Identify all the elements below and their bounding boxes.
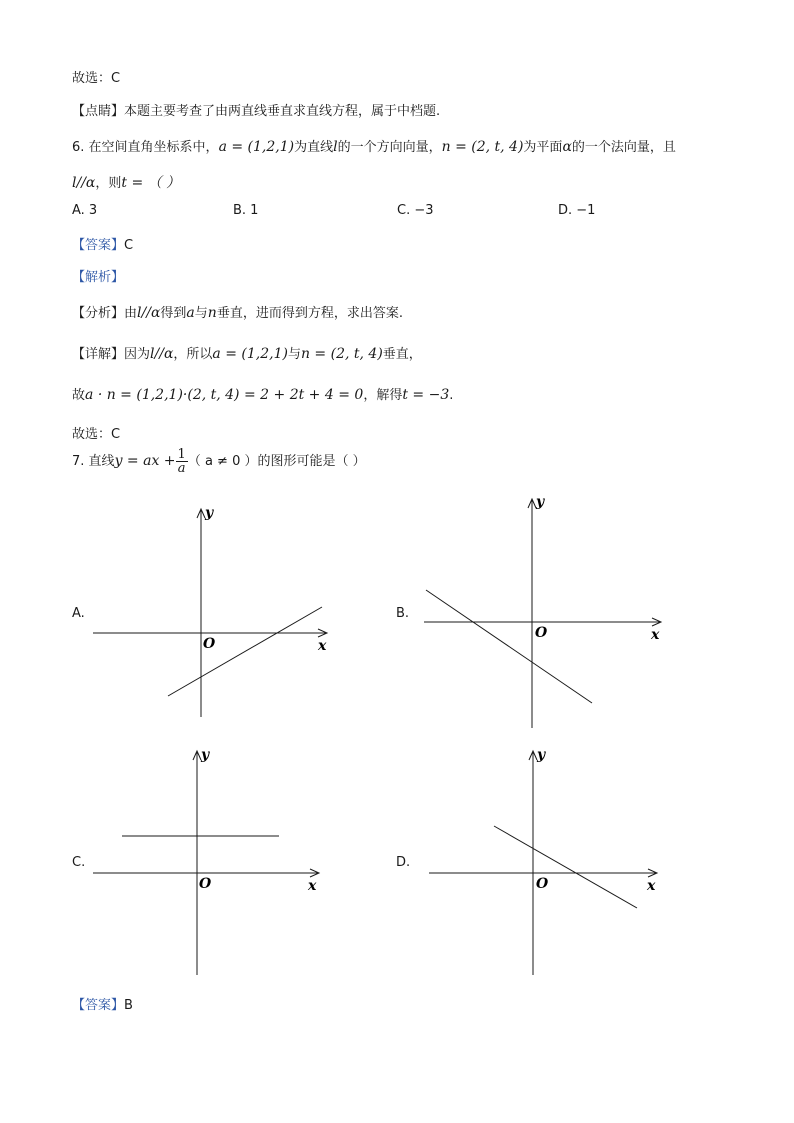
graph-d-line	[494, 826, 637, 908]
graph-a-y-label: y	[205, 505, 214, 521]
q6-xj-n: n = (2, t, 4)	[300, 346, 383, 362]
graph-d-x-label: x	[647, 878, 656, 894]
q6-calc-end: .	[449, 388, 454, 403]
graph-b-y-label: y	[536, 494, 545, 510]
q6-calc-result: t = −3	[402, 387, 450, 403]
graph-b-x-label: x	[651, 627, 660, 643]
q6-stem-part4: 为平面	[523, 140, 563, 155]
q6-option-a: A. 3	[72, 203, 98, 218]
q6-stem-part5: 的一个法向量，且	[571, 140, 676, 155]
q7-answer-value: B	[124, 998, 133, 1013]
graph-a-x-label: x	[318, 638, 327, 654]
graph-c-label: C.	[72, 855, 86, 870]
q6-calc-prefix: 故	[72, 388, 86, 403]
q6-answer-label: 【答案】	[72, 238, 125, 253]
q7-answer-label: 【答案】	[72, 998, 125, 1013]
graph-a-origin: O	[203, 636, 216, 652]
q7-number: 7.	[72, 454, 85, 469]
graph-c-y-label: y	[201, 747, 210, 763]
q6-option-d: D. −1	[558, 203, 596, 218]
q7-stem-part2: 的图形可能是（ ）	[257, 454, 366, 469]
q6-fenxi-text3: 与	[194, 306, 208, 321]
q6-answer-value: C	[124, 238, 134, 253]
q7-cond: （ a ≠ 0 ）	[187, 454, 258, 469]
q6-xj-text1: 因为	[124, 347, 151, 362]
graph-c-origin: O	[199, 876, 212, 892]
q6-ask: t = （ ）	[121, 175, 181, 191]
graph-d-label: D.	[396, 855, 411, 870]
q6-calc-expr: a · n = (1,2,1)·(2, t, 4) = 2 + 2t + 4 = 0	[85, 387, 364, 403]
q6-fenxi-text1: 由	[124, 306, 138, 321]
q5-comment-label: 【点睛】	[72, 104, 125, 119]
q6-number: 6.	[72, 140, 85, 155]
q6-fenxi-text4: 垂直，进而得到方程，求出答案.	[216, 306, 403, 321]
q5-comment-text: 本题主要考查了由两直线垂直求直线方程，属于中档题.	[124, 104, 441, 119]
q6-stem-part6: ，则	[95, 176, 122, 191]
q6-calc-text: ，解得	[363, 388, 403, 403]
graph-d-origin: O	[536, 876, 549, 892]
q6-stem-part2: 为直线	[294, 140, 334, 155]
q6-cond: l//α	[72, 175, 96, 191]
q6-fenxi-cond: l//α	[137, 305, 161, 321]
q6-fenxi-a: a	[186, 305, 195, 321]
q5-choice-line: 故选：C	[72, 71, 121, 86]
q6-xj-text2: ，所以	[173, 347, 213, 362]
q6-option-b: B. 1	[233, 203, 259, 218]
q6-analysis-label: 【解析】	[72, 270, 125, 285]
q6-choice-line: 故选：C	[72, 427, 121, 442]
q7-answer	[72, 994, 133, 1013]
q6-plane: α	[562, 139, 572, 155]
q6-xj-text3: 与	[287, 347, 301, 362]
q6-vec-a: a = (1,2,1)	[218, 139, 295, 155]
graph-d-y-label: y	[537, 747, 546, 763]
q6-fenxi-n: n	[207, 305, 217, 321]
q7-eq-left: y = ax +	[114, 453, 176, 469]
q7-stem-part1: 直线	[88, 454, 115, 469]
graph-c-x-label: x	[308, 878, 317, 894]
graph-a-label: A.	[72, 606, 85, 621]
graph-b-origin: O	[535, 625, 548, 641]
q6-stem-part3: 的一个方向向量，	[337, 140, 442, 155]
q6-option-c: C. −3	[397, 203, 434, 218]
q6-xiangjie-label: 【详解】	[72, 347, 125, 362]
graph-b-label: B.	[396, 606, 410, 621]
q6-line-l: l	[333, 139, 338, 155]
q6-stem-part1: 在空间直角坐标系中，	[88, 140, 219, 155]
q6-xj-a: a = (1,2,1)	[212, 346, 288, 362]
q6-xj-text4: 垂直，	[382, 347, 422, 362]
q6-vec-n: n = (2, t, 4)	[441, 139, 524, 155]
q7-frac-den: a	[177, 461, 186, 476]
q6-fenxi-text2: 得到	[160, 306, 187, 321]
q7-frac-num: 1	[177, 447, 186, 462]
q6-xj-cond: l//α	[150, 346, 174, 362]
q6-fenxi-label: 【分析】	[72, 306, 125, 321]
